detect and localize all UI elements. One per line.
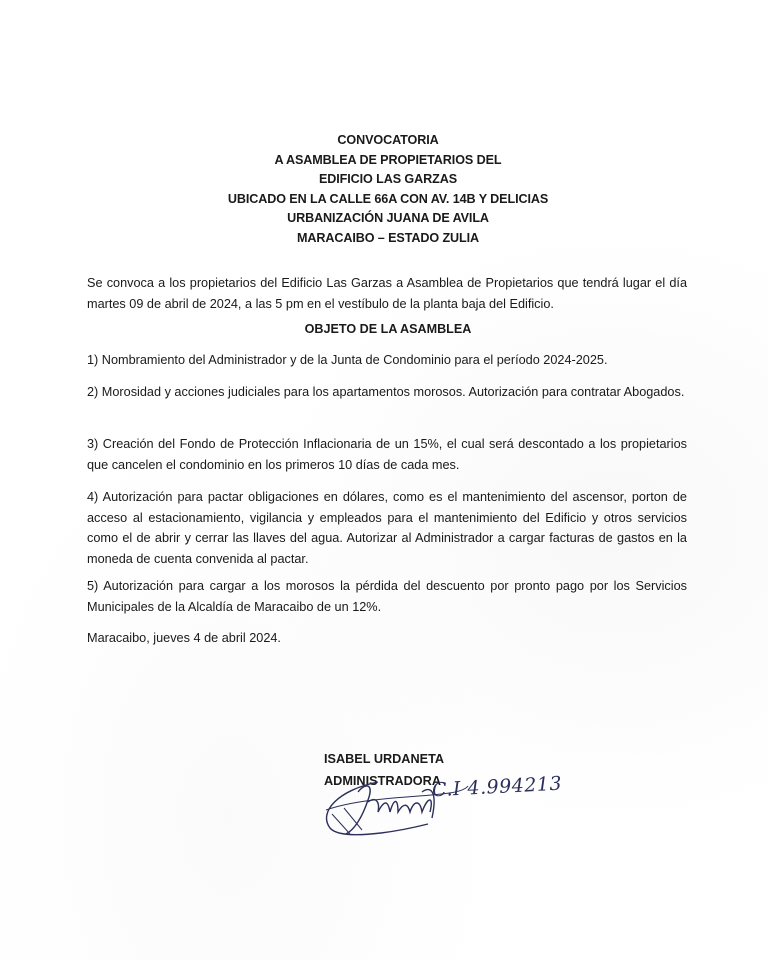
header-line: A ASAMBLEA DE PROPIETARIOS DEL <box>274 152 502 167</box>
header-line: MARACAIBO – ESTADO ZULIA <box>296 230 480 245</box>
section-title: OBJETO DE LA ASAMBLEA <box>304 322 472 336</box>
header-line: URBANIZACIÓN JUANA DE AVILA <box>287 211 489 225</box>
agenda-item: 1) Nombramiento del Administrador y de la Junta de Condominio para el período 2024-2025. <box>87 353 608 367</box>
signatory-name: ISABEL URDANETA <box>324 752 445 766</box>
closing-date: Maracaibo, jueves 4 de abril 2024. <box>87 631 281 645</box>
signature-id-number: C.I 4.994213 <box>431 772 563 802</box>
agenda-item: 3) Creación del Fondo de Protección Inflacionaria de un 15%, el cual será descontado a los propietarios que cancelen el condominio en los primeros 10 días de cada mes. <box>87 437 687 472</box>
agenda-item: 4) Autorización para pactar obligaciones en dólares, como es el mantenimiento del ascensor, porton de acceso al estacionamiento, vigilancia y empleados para el mantenimiento del Edificio y otros servicios como el de abrir y cerrar las llaves del agua. Autorizar al Administrador a cargar facturas de gastos en la moneda de cuenta convenida al pactar. <box>87 490 687 566</box>
document-header <box>0 131 768 248</box>
intro-paragraph: Se convoca a los propietarios del Edificio Las Garzas a Asamblea de Propietarios que tendrá lugar el día martes 09 de abril de 2024, a las 5 pm en el vestíbulo de la planta baja del Edificio. <box>87 276 687 311</box>
header-line: CONVOCATORIA <box>337 133 439 147</box>
header-line: EDIFICIO LAS GARZAS <box>318 172 458 186</box>
header-line: UBICADO EN LA CALLE 66A CON AV. 14B Y DELICIAS <box>227 191 549 206</box>
signatory-role: ADMINISTRADORA <box>324 774 442 788</box>
agenda-item: 5) Autorización para cargar a los morosos la pérdida del descuento por pronto pago por los Servicios Municipales de la Alcaldía de Maracaibo de un 12%. <box>87 579 687 614</box>
agenda-item: 2) Morosidad y acciones judiciales para los apartamentos morosos. Autorización para contratar Abogados. <box>87 385 685 399</box>
